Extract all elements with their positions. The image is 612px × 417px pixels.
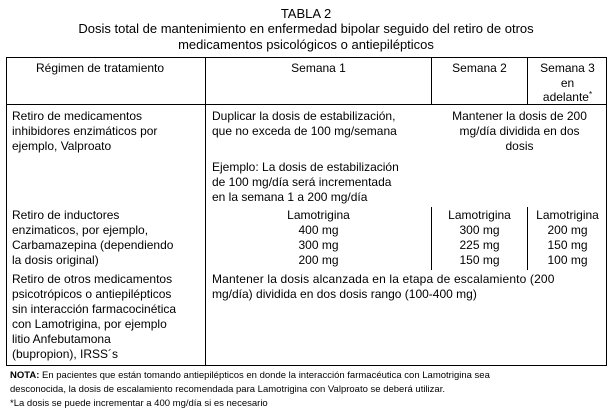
header-divider [6, 104, 607, 105]
r1-example-line-2: de 100 mg/día será incrementada [212, 175, 392, 189]
r3-semana123-line-2: mg/día) dividida en dos dosis rango (100-400 mg) [212, 287, 477, 301]
header-semana-2: Semana 2 [452, 61, 507, 75]
r2-semana2-dose-2: 225 mg [459, 238, 500, 252]
r2-semana2-dose-1: 300 mg [459, 223, 500, 237]
r1-semana23-line-3: dosis [505, 139, 534, 153]
r1-semana1-line-1: Duplicar la dosis de estabilización, [212, 109, 396, 123]
r2-semana3-dose-1: 200 mg [547, 223, 588, 237]
r3-regimen-line-4: con Lamotrigina, por ejemplo [12, 317, 167, 331]
r1-semana1-line-2: que no exceda de 100 mg/semana [212, 124, 397, 138]
r1-regimen-line-1: Retiro de medicamentos [12, 109, 143, 123]
r3-semana123-line-1: Mantener la dosis alcanzada en la etapa de escalamiento (200 [212, 272, 555, 286]
header-semana-3-adelante-text: adelante [542, 90, 589, 104]
r2-regimen-line-2: enzimaticos, por ejemplo, [12, 223, 149, 237]
star-mark: * [10, 398, 14, 409]
r1-regimen-line-3: ejemplo, Valproato [12, 139, 112, 153]
note-text-3: La dosis se puede incrementar a 400 mg/día si es necesario [13, 398, 268, 409]
r1-regimen-line-2: inhibidores enzimáticos por [12, 124, 158, 138]
header-regimen: Régimen de tratamiento [36, 61, 165, 75]
note-line-3 [10, 397, 268, 410]
r3-regimen-line-2: psicotrópicos o antiepilépticos [12, 287, 172, 301]
r2-semana1-dose-2: 300 mg [298, 238, 339, 252]
r2-semana3-dose-3: 100 mg [547, 253, 588, 267]
table-title: TABLA 2 [280, 6, 332, 21]
r2-semana2-drug: Lamotrigina [448, 208, 511, 222]
r1-semana23-line-2: mg/día dividida en dos [459, 124, 580, 138]
r1-example-line-3: en la semana 1 a 200 mg/día [212, 190, 368, 204]
r2-semana1-dose-3: 200 mg [298, 253, 339, 267]
asterisk-mark: * [588, 90, 593, 99]
r3-regimen-line-6: (bupropion), IRSS´s [12, 347, 119, 361]
r2-semana1-drug: Lamotrigina [287, 208, 350, 222]
header-semana-3-adelante [528, 90, 607, 105]
note-label: NOTA: [10, 370, 40, 381]
note-line-2: desconocida, la dosis de escalamiento recomendada para Lamotrigina con Valproato se deberá utilizar. [10, 384, 445, 395]
table-caption-line-1: Dosis total de mantenimiento en enfermedad bipolar seguido del retiro de otros [78, 21, 534, 36]
r2-semana3-drug: Lamotrigina [536, 208, 599, 222]
r3-regimen-line-3: sin interacción farmacocinética [12, 302, 177, 316]
r2-semana2-dose-3: 150 mg [459, 253, 500, 267]
note-line-1 [10, 369, 490, 382]
table-caption-line-2: medicamentos psicológicos o antiepilépticos [178, 37, 434, 52]
header-semana-3: Semana 3 [540, 61, 595, 75]
r2-semana3-dose-2: 150 mg [547, 238, 588, 252]
r3-regimen-line-5: litio Anfebutamona [12, 332, 111, 346]
r2-semana1-dose-1: 400 mg [298, 223, 339, 237]
r1-example-line-1: Ejemplo: La dosis de estabilización [212, 160, 399, 174]
r2-regimen-line-4: la dosis original) [12, 253, 99, 267]
header-semana-1: Semana 1 [291, 61, 346, 75]
r2-regimen-line-3: Carbamazepina (dependiendo [12, 238, 174, 252]
header-semana-3-en: en [560, 76, 575, 90]
note-text-1: En pacientes que están tomando antiepilépticos en donde la interacción farmacéutica con Lamotrigina sea [39, 370, 490, 381]
r3-regimen-line-1: Retiro de otros medicamentos [12, 272, 173, 286]
r1-semana23-line-1: Mantener la dosis de 200 [452, 109, 587, 123]
r2-regimen-line-1: Retiro de inductores [12, 208, 120, 222]
